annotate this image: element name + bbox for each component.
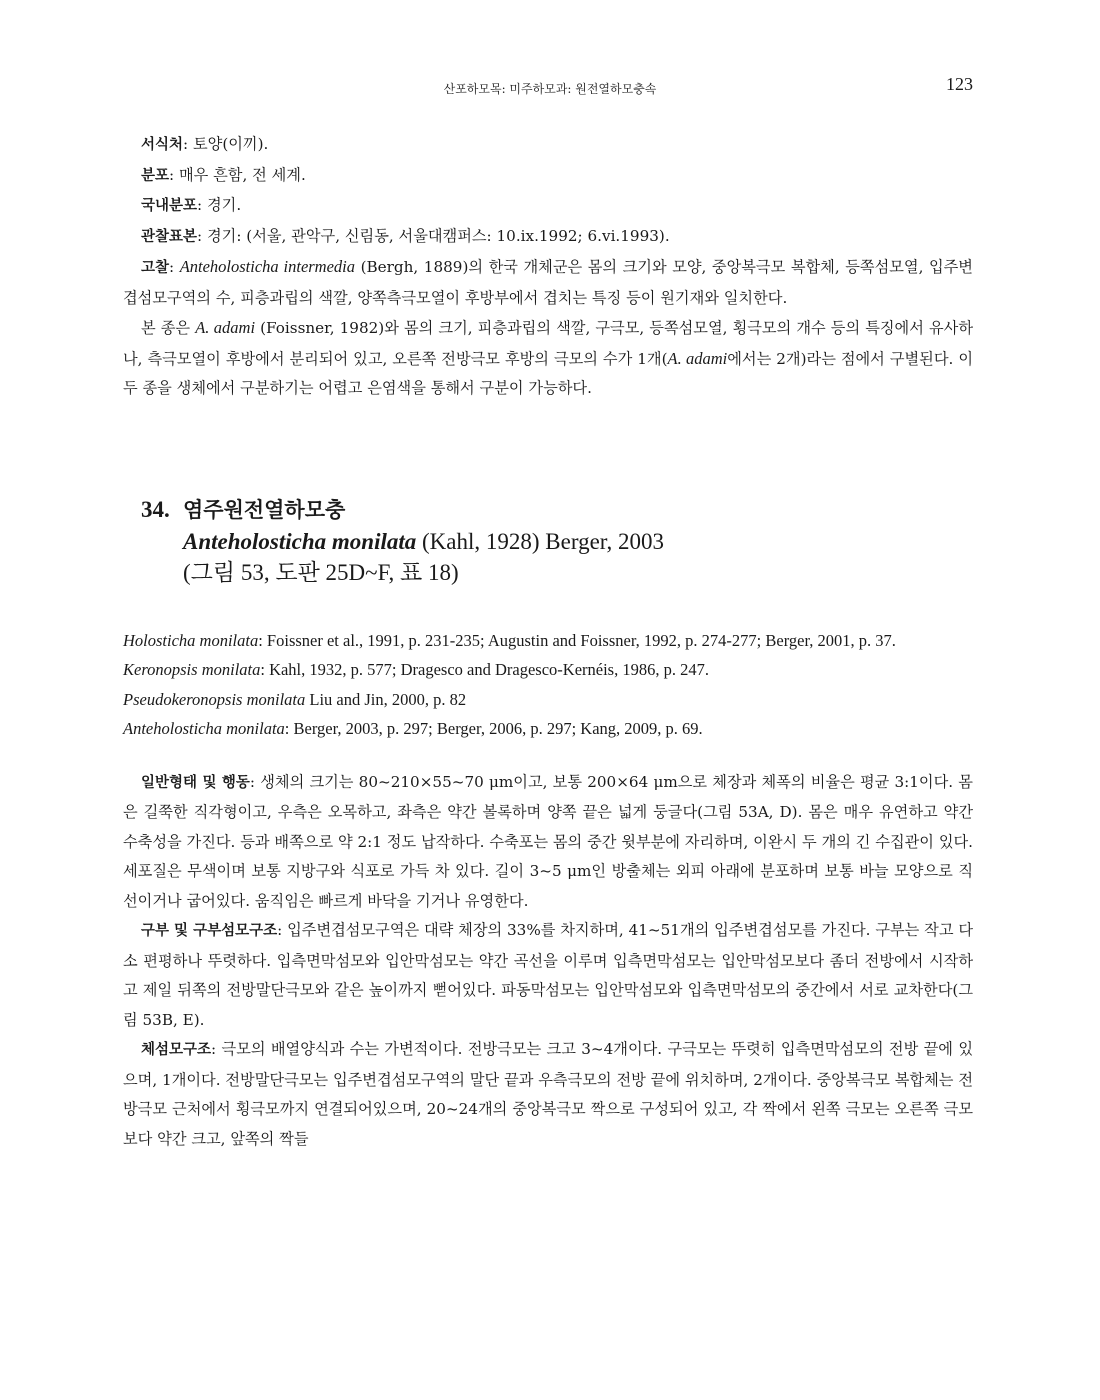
cirri-label: 체섬모구조 xyxy=(141,1042,212,1058)
synonym-name: Pseudokeronopsis monilata xyxy=(123,689,306,709)
comparison-text-a: 본 종은 xyxy=(141,319,196,337)
comparison-species: A. adami xyxy=(195,318,256,337)
species-number: 34. xyxy=(141,496,170,522)
running-head-title: 산포하모목: 미주하모과: 원전열하모충속 xyxy=(443,82,657,96)
remarks-label: 고찰 xyxy=(141,260,170,276)
synonym-ref: : Berger, 2003, p. 297; Berger, 2006, p. 297; Kang, 2009, p. 69. xyxy=(284,719,703,738)
synonym-name: Holosticha monilata xyxy=(123,630,259,650)
morphology-label: 일반형태 및 행동 xyxy=(141,774,250,791)
domestic-paragraph xyxy=(123,191,973,222)
synonym-entry xyxy=(123,685,973,715)
distribution-paragraph xyxy=(123,161,973,192)
morphology-paragraph xyxy=(123,768,973,917)
domestic-label: 국내분포 xyxy=(141,198,198,214)
specimen-text: : 경기: (서울, 관악구, 신림동, 서울대캠퍼스: 10.ix.1992; 6.vi.1993). xyxy=(197,226,670,245)
remarks-species: Anteholosticha intermedia xyxy=(179,257,356,276)
species-scientific-line xyxy=(183,526,973,557)
synonym-ref: : Foissner et al., 1991, p. 231-235; Augustin and Foissner, 1992, p. 274-277; Berger, 2001, p. 37. xyxy=(258,630,896,650)
comparison-text-b: (Foissner, 1982)와 몸의 크기, 피층과립의 색깔, 구극모, 등쪽섬모열, 횡극모의 개수 등의 특징에서 유사하나, 측극모열이 후방에서 분리되어 있고, 오른쪽 전방극모 후방의 극모의 수가 1개( xyxy=(123,319,973,368)
remarks-colon: : xyxy=(169,258,180,276)
synonym-ref: : Kahl, 1932, p. 577; Dragesco and Dragesco-Kernéis, 1986, p. 247. xyxy=(260,660,709,679)
synonym-ref: Liu and Jin, 2000, p. 82 xyxy=(305,689,467,709)
synonym-entry xyxy=(123,655,973,685)
remarks-paragraph xyxy=(123,252,973,313)
running-head xyxy=(0,74,1100,98)
page-body xyxy=(123,130,973,1154)
comparison-paragraph xyxy=(123,313,973,404)
cirri-paragraph xyxy=(123,1035,973,1154)
habitat-label: 서식처 xyxy=(141,137,184,153)
distribution-text: : 매우 흔함, 전 세계. xyxy=(169,165,306,184)
synonym-name: Anteholosticha monilata xyxy=(123,719,285,738)
domestic-text: : 경기. xyxy=(197,196,242,214)
specimen-label: 관찰표본 xyxy=(141,228,198,245)
cirri-text: : 극모의 배열양식과 수는 가변적이다. 전방극모는 크고 3~4개이다. 구극모는 뚜렷히 입측면막섬모의 전방 끝에 있으며, 1개이다. 전방말단극모는 입주변겹섬모구역의 말단 끝과 우측극모의 전방 끝에 위치하며, 2개이다. 중앙복극모 복합체는 전방극모 근처에서 횡극모까지 연결되어있으며, 20~24개의 중앙복극모 짝으로 구성되어 있고, 각 짝에서 왼쪽 극모는 오른쪽 극모보다 약간 크고, 앞쪽의 짝들 xyxy=(123,1040,973,1148)
species-scientific-name: Anteholosticha monilata xyxy=(183,528,417,554)
specimen-paragraph xyxy=(123,222,973,253)
remarks-text: (Bergh, 1889)의 한국 개체군은 몸의 크기와 모양, 중앙복극모 복합체, 등쪽섬모열, 입주변겹섬모구역의 수, 피층과립의 색깔, 양쪽측극모열이 후방부에서 겹치는 특징 등이 원기재와 일치한다. xyxy=(123,258,973,307)
synonym-entry xyxy=(123,626,973,656)
synonym-name: Keronopsis monilata xyxy=(123,660,261,679)
synonym-entry xyxy=(123,714,973,744)
species-korean-name: 염주원전열하모충 xyxy=(183,497,346,522)
distribution-label: 분포 xyxy=(141,167,170,184)
page-number: 123 xyxy=(946,74,973,94)
habitat-paragraph xyxy=(123,130,973,161)
species-authority: (Kahl, 1928) Berger, 2003 xyxy=(416,528,665,554)
species-heading xyxy=(141,494,973,588)
oral-text: : 입주변겹섬모구역은 대략 체장의 33%를 차지하며, 41~51개의 입주변겹섬모를 가진다. 구부는 작고 다소 편평하나 뚜렷하다. 입측면막섬모와 입안막섬모는 약간 곡선을 이루며 입측면막섬모는 입안막섬모보다 좀더 전방에서 시작하고 제일 뒤쪽의 전방말단극모와 같은 높이까지 뻗어있다. 파동막섬모는 입안막섬모와 입측면막섬모의 중간에서 서로 교차한다(그림 53B, E). xyxy=(123,921,974,1029)
comparison-species-b: A. adami xyxy=(667,348,728,368)
oral-paragraph xyxy=(123,916,973,1035)
comparison-text-c: 에서는 2개)라는 점에서 구별된다. 이 두 종을 생체에서 구분하기는 어렵고 은염색을 통해서 구분이 가능하다. xyxy=(123,349,973,397)
synonym-list xyxy=(123,626,973,744)
morphology-text: : 생체의 크기는 80~210×55~70 μm이고, 보통 200×64 μm으로 체장과 체폭의 비율은 평균 3:1이다. 몸은 길쭉한 직각형이고, 우측은 오목하고, 좌측은 약간 볼록하며 양쪽 끝은 넓게 둥글다(그림 53A, D). 몸은 매우 유연하고 약간 수축성을 가진다. 등과 배쪽으로 약 2:1 정도 납작하다. 수축포는 몸의 중간 윗부분에 자리하며, 이완시 두 개의 긴 수집관이 있다. 세포질은 무색이며 보통 지방구와 식포로 가득 차 있다. 길이 3~5 μm인 방출체는 외피 아래에 분포하며 보통 바늘 모양으로 직선이거나 굽어있다. 움직임은 빠르게 바닥을 기거나 유영한다. xyxy=(123,772,973,910)
habitat-text: : 토양(이끼). xyxy=(183,135,269,153)
oral-label: 구부 및 구부섬모구조 xyxy=(141,923,278,939)
species-figure-ref: (그림 53, 도판 25D~F, 표 18) xyxy=(183,559,459,585)
